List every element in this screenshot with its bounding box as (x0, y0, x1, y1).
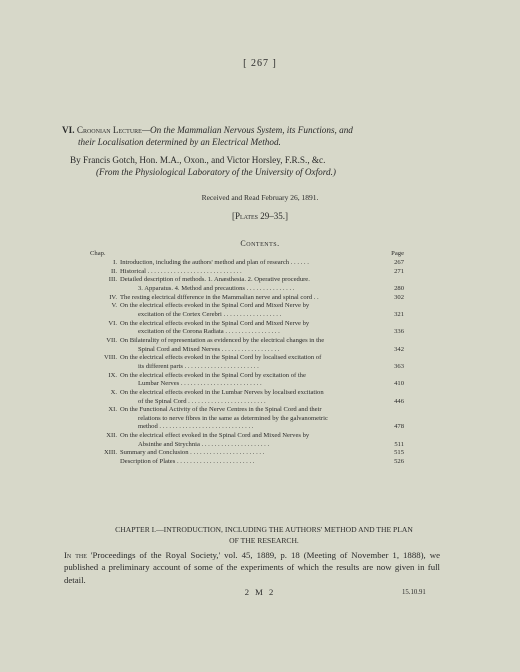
toc-entry (90, 259, 404, 268)
toc-entry-line (90, 363, 404, 372)
toc-entry-line (90, 458, 404, 467)
toc-entry-line (90, 441, 404, 450)
toc-entry-line (90, 337, 404, 346)
toc-entry-line (90, 354, 404, 363)
toc-entry-line (90, 432, 404, 441)
toc-chapter-number: VIII. (104, 354, 117, 362)
toc-page-number: 511 (394, 440, 404, 448)
toc-entry-text: Introduction, including the authors' method and plan of research . . . . . . (120, 259, 309, 266)
toc-entry-line (90, 346, 404, 355)
toc-entry-text: The resting electrical difference in the Mammalian nerve and spinal cord . . (120, 293, 319, 301)
toc-entry-text: excitation of the Corona Radiata . . . . . . . . . . . . . . . . . (138, 328, 280, 336)
plates-reference: [Plates 29–35.] (232, 211, 288, 221)
authors-line: By Francis Gotch, Hon. M.A., Oxon., and Victor Horsley, F.R.S., &c. (70, 155, 326, 165)
toc-chapter-number: VII. (106, 336, 117, 344)
toc-entry-line (90, 389, 404, 398)
toc-entry-text: of the Spinal Cord . . . . . . . . . . . . . . . . . . . . . . . . (138, 397, 266, 405)
toc-entry-line (90, 302, 404, 311)
title-line-1-rest: —On the Mammalian Nervous System, its Functions, and (141, 125, 353, 135)
print-date: 15.10.91 (402, 589, 426, 596)
toc-chapter-number: XI. (108, 406, 117, 414)
toc-page-number: 446 (394, 397, 404, 405)
toc-entry (90, 268, 404, 277)
paragraph-text: 'Proceedings of the Royal Society,' vol. 45, 1889, p. 18 (Meeting of November 1, 1888), we published a preliminary account of some of the experiments of which the results are now given in full detail. (64, 550, 441, 585)
received-date: Received and Read February 26, 1891. (201, 193, 319, 202)
toc-page-number: 515 (394, 449, 404, 457)
title-roman-numeral: VI. (62, 125, 75, 135)
toc-entry-line (90, 285, 404, 294)
toc-entry-line (90, 380, 404, 389)
toc-entry (90, 337, 404, 354)
toc-chapter-number: X. (110, 388, 117, 396)
toc-page-number: 280 (394, 284, 404, 292)
toc-entry-text: Spinal Cord and Mixed Nerves . . . . . . . . . . . . . . . . . . (138, 345, 280, 353)
toc-page-number: 271 (394, 267, 404, 275)
toc-entry (90, 406, 404, 432)
toc-entry (90, 449, 404, 458)
toc-chapter-number: I. (113, 259, 117, 266)
page-number: [ 267 ] (243, 58, 277, 69)
affiliation-line: (From the Physiological Laboratory of the University of Oxford.) (96, 167, 336, 177)
toc-chapter-number: VI. (108, 319, 117, 327)
toc-header-page: Page (391, 250, 404, 257)
contents-heading: Contents. (240, 239, 280, 248)
toc-page-number: 526 (394, 458, 404, 466)
toc-entry-text: method . . . . . . . . . . . . . . . . . . . . . . . . . . . . . (138, 423, 254, 431)
toc-chapter-number: XIII. (104, 449, 117, 457)
toc-entry-text: relations to nerve fibres in the same as determined by the galvanometric (138, 414, 328, 422)
toc-entry (90, 276, 404, 293)
toc-entry-line (90, 311, 404, 320)
toc-entry (90, 320, 404, 337)
toc-page-number: 267 (394, 259, 404, 266)
toc-page-number: 321 (394, 310, 404, 318)
toc-entry-text: On the Functional Activity of the Nerve Centres in the Spinal Cord and their (120, 406, 322, 414)
paragraph-lead: In the (64, 550, 87, 560)
toc-page-number: 410 (394, 380, 404, 388)
toc-entry-text: On the electrical effect evoked in the Spinal Cord and Mixed Nerves by (120, 432, 310, 440)
toc-entry-line (90, 449, 404, 458)
chapter-heading (64, 524, 464, 546)
toc-entry-text: On the electrical effects evoked in the Spinal Cord and Mixed Nerve by (120, 319, 310, 327)
toc-entry-text: its different parts . . . . . . . . . . . . . . . . . . . . . . . (138, 362, 259, 370)
toc-chapter-number: IV. (109, 293, 117, 301)
toc-entry (90, 294, 404, 303)
toc-entry (90, 302, 404, 319)
toc-entry (90, 372, 404, 389)
toc-entry-line (90, 328, 404, 337)
authors-block (70, 154, 470, 178)
table-of-contents (90, 250, 404, 467)
toc-list (90, 259, 404, 467)
toc-entry-text: On Bilaterality of representation as evidenced by the electrical changes in the (120, 336, 325, 344)
toc-entry-line (90, 406, 404, 415)
toc-entry-text: Description of Plates . . . . . . . . . . . . . . . . . . . . . . . . (120, 458, 255, 466)
article-title (62, 124, 462, 148)
title-lecture: Croonian Lecture (76, 125, 142, 135)
toc-entry-line (90, 259, 404, 268)
toc-entry-text: Lumbar Nerves . . . . . . . . . . . . . . . . . . . . . . . . . (138, 380, 262, 388)
toc-page-number: 302 (394, 293, 404, 301)
toc-entry (90, 458, 404, 467)
toc-header-chap: Chap. (90, 250, 106, 257)
toc-header (90, 250, 404, 259)
toc-entry-line (90, 372, 404, 381)
toc-chapter-number: III. (108, 276, 117, 284)
toc-entry (90, 354, 404, 371)
toc-entry-text: Summary and Conclusion . . . . . . . . . . . . . . . . . . . . . . . (120, 449, 265, 457)
toc-entry-line (90, 294, 404, 303)
toc-entry-text: Detailed description of methods. 1. Anæsthesia. 2. Operative procedure. (120, 276, 310, 284)
title-line-1 (62, 124, 462, 136)
toc-chapter-number: II. (110, 267, 117, 275)
toc-entry-line (90, 276, 404, 285)
toc-entry-text: Absinthe and Strychnia . . . . . . . . . . . . . . . . . . . . . (138, 440, 270, 448)
toc-entry (90, 389, 404, 406)
toc-page-number: 363 (394, 362, 404, 370)
toc-entry-line (90, 415, 404, 424)
toc-chapter-number: V. (111, 302, 117, 310)
toc-chapter-number: IX. (108, 371, 117, 379)
toc-entry-text: On the electrical effects evoked in the Spinal Cord by localised excitation of (120, 354, 322, 362)
toc-entry-text: Historical . . . . . . . . . . . . . . . . . . . . . . . . . . . . . (120, 267, 242, 275)
toc-page-number: 336 (394, 328, 404, 336)
toc-chapter-number: XII. (106, 432, 117, 440)
body-paragraph (64, 549, 440, 586)
toc-entry-text: On the electrical effects evoked in the Spinal Cord and Mixed Nerve by (120, 302, 310, 310)
toc-entry-text: excitation of the Cortex Cerebri . . . . . . . . . . . . . . . . . . (138, 310, 282, 318)
chapter-heading-line-1: CHAPTER I.—INTRODUCTION, INCLUDING THE AUTHORS' METHOD AND THE PLAN (115, 525, 413, 534)
toc-entry-text: On the electrical effects evoked in the Lumbar Nerves by localised excitation (120, 388, 324, 396)
toc-entry-line (90, 320, 404, 329)
title-line-2: their Localisation determined by an Electrical Method. (78, 137, 281, 147)
chapter-heading-line-2: OF THE RESEARCH. (229, 536, 299, 545)
toc-entry-line (90, 423, 404, 432)
toc-entry (90, 432, 404, 449)
toc-entry-text: On the electrical effects evoked in the Spinal Cord by excitation of the (120, 371, 306, 379)
toc-page-number: 342 (394, 345, 404, 353)
toc-entry-text: 3. Apparatus. 4. Method and precautions . . . . . . . . . . . . . . . (138, 284, 295, 292)
toc-page-number: 478 (394, 423, 404, 431)
signature-mark: 2 M 2 (244, 587, 276, 597)
toc-entry-line (90, 398, 404, 407)
toc-entry-line (90, 268, 404, 277)
